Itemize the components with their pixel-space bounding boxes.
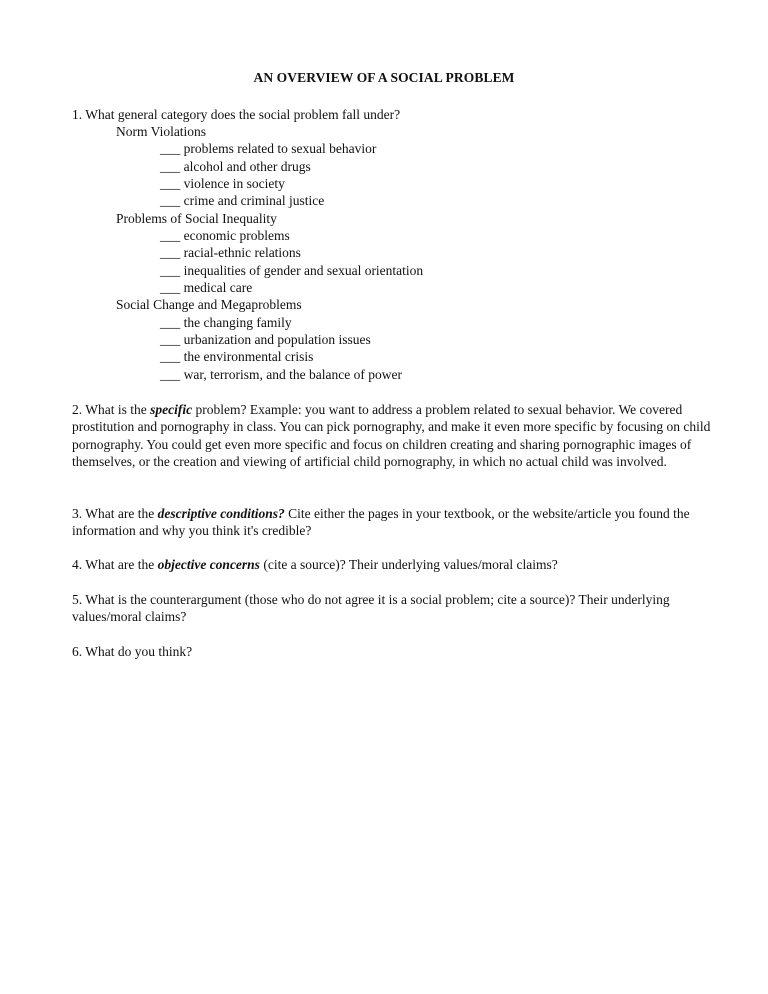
list-item: ___ racial-ethnic relations xyxy=(160,245,301,260)
category-norm-violations: Norm Violations xyxy=(116,124,207,139)
question-2-emphasis: specific xyxy=(150,402,193,417)
question-3 xyxy=(72,505,712,540)
list-item: ___ economic problems xyxy=(160,228,290,243)
list-item: ___ alcohol and other drugs xyxy=(160,159,311,174)
list-item: ___ violence in society xyxy=(160,176,285,191)
question-3-emphasis: descriptive conditions? xyxy=(157,506,285,521)
question-3-post: Cite either the pages in your textbook, or the website/article you found the information and why you think it's credible? xyxy=(72,506,690,539)
question-4-pre: 4. What are the xyxy=(72,557,158,572)
list-item: ___ problems related to sexual behavior xyxy=(160,141,377,156)
document-title: AN OVERVIEW OF A SOCIAL PROBLEM xyxy=(253,70,515,85)
category-social-change: Social Change and Megaproblems xyxy=(116,297,302,312)
question-2-pre: 2. What is the xyxy=(72,402,151,417)
list-item: ___ the environmental crisis xyxy=(160,349,314,364)
question-6: 6. What do you think? xyxy=(72,644,193,659)
list-item: ___ medical care xyxy=(160,280,253,295)
list-item: ___ crime and criminal justice xyxy=(160,193,325,208)
list-item: ___ urbanization and population issues xyxy=(160,332,371,347)
question-5: 5. What is the counterargument (those who do not agree it is a social problem; cite a source)? Their underlying values/moral claims? xyxy=(72,592,670,625)
list-item: ___ inequalities of gender and sexual orientation xyxy=(160,263,424,278)
question-4-post: (cite a source)? Their underlying values/moral claims? xyxy=(259,557,558,572)
list-item: ___ war, terrorism, and the balance of power xyxy=(160,367,402,382)
list-item: ___ the changing family xyxy=(160,315,292,330)
category-social-inequality: Problems of Social Inequality xyxy=(116,211,277,226)
question-3-pre: 3. What are the xyxy=(72,506,158,521)
question-1: 1. What general category does the social problem fall under? xyxy=(72,107,401,122)
question-4-emphasis: objective concerns xyxy=(157,557,260,572)
question-2 xyxy=(72,401,712,470)
question-2-post: problem? Example: you want to address a problem related to sexual behavior. We covered prostitution and pornography in class. You can pick pornography, and make it even more specific by focusing on child pornography. You could get even more specific and focus on children creating and sharing pornographic images of themselves, or the creation and viewing of artificial child pornography, in which no actual child was involved. xyxy=(72,402,711,469)
question-4 xyxy=(72,556,712,573)
